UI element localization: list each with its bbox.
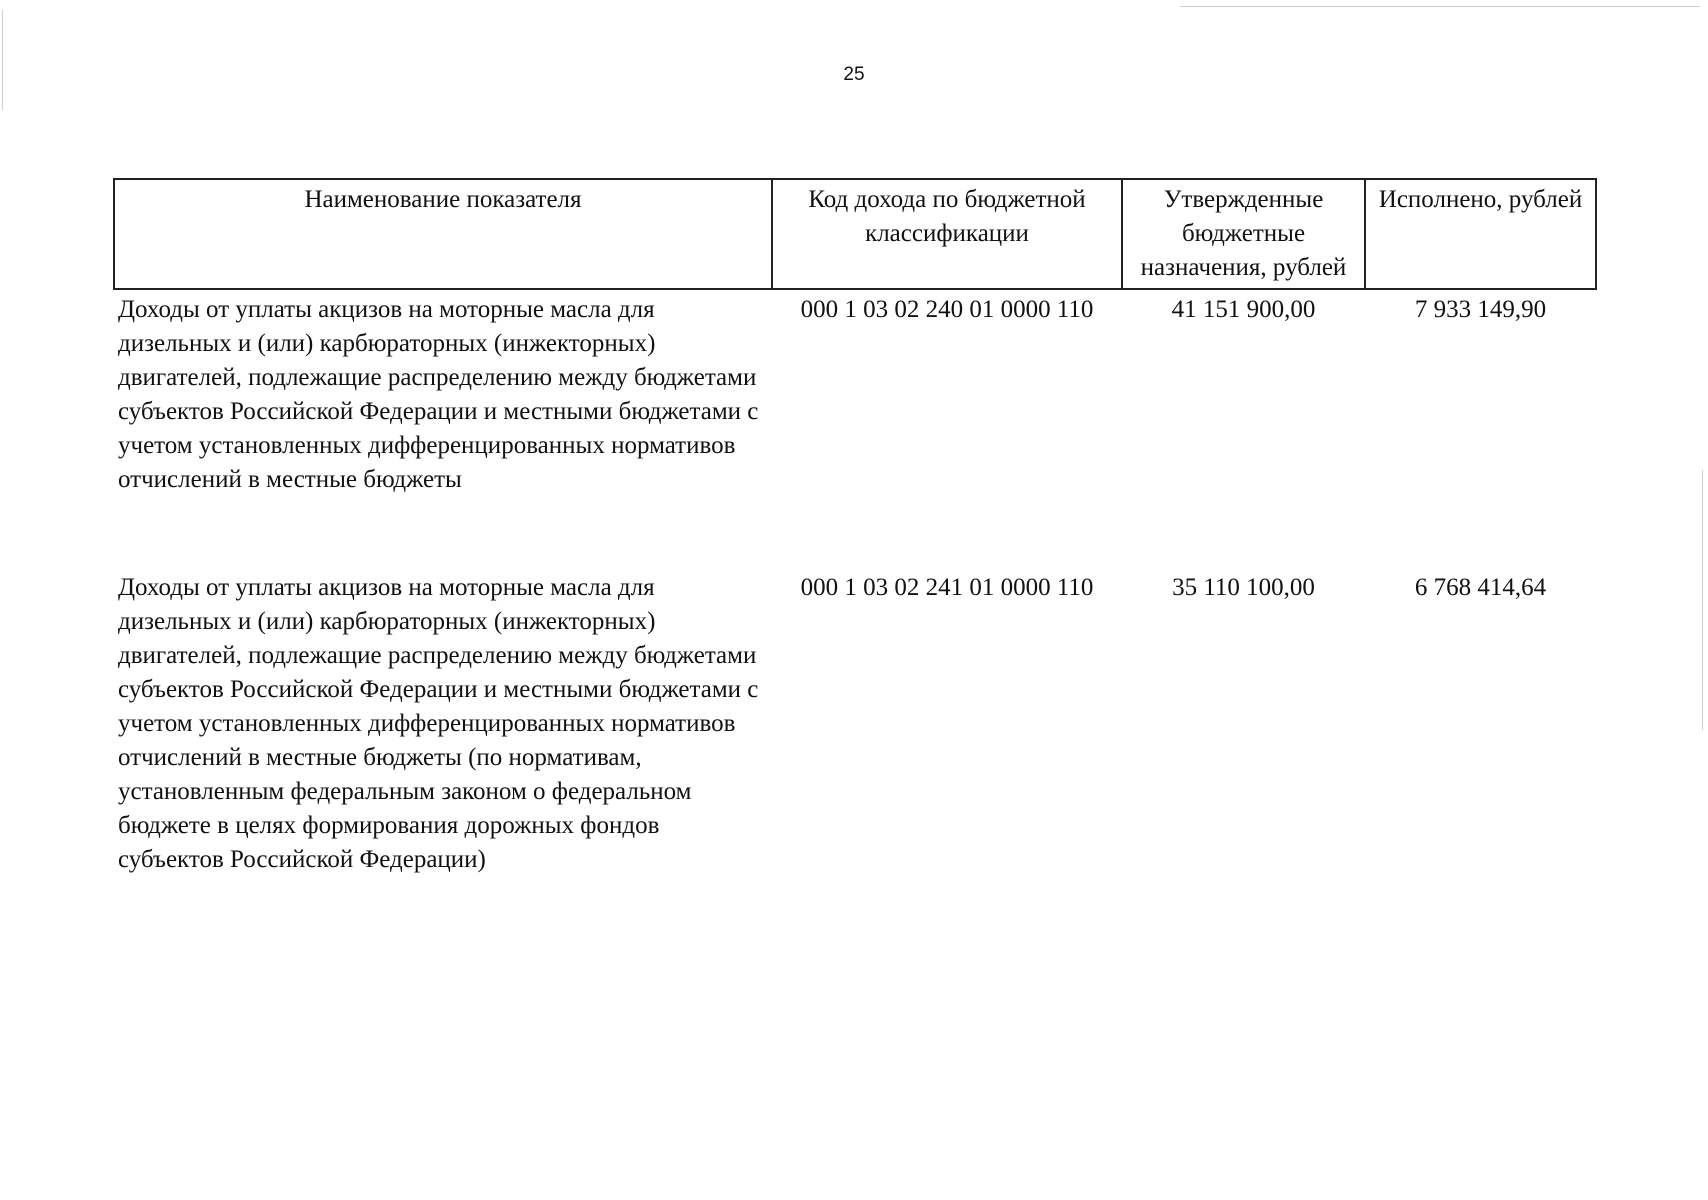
row-name: Доходы от уплаты акцизов на моторные масла для дизельных и (или) карбюраторных (инжекторных) двигателей, подлежащие распределению между бюджетами субъектов Российской Федерации и местными бюджетами с учетом установленных дифференцированных нормативов отчислений в местные бюджеты (по нормативам, установленным федеральным законом о федеральном бюджете в целях формирования дорожных фондов субъектов Российской Федерации) <box>118 574 759 873</box>
scan-edge-right <box>1702 470 1703 730</box>
row-executed: 7 933 149,90 <box>1414 296 1547 323</box>
table-header-row <box>114 179 1596 289</box>
scan-edge-top <box>1180 6 1700 7</box>
row-name: Доходы от уплаты акцизов на моторные масла для дизельных и (или) карбюраторных (инжекторных) двигателей, подлежащие распределению между бюджетами субъектов Российской Федерации и местными бюджетами с учетом установленных дифференцированных нормативов отчислений в местные бюджеты <box>118 296 759 493</box>
row-approved: 41 151 900,00 <box>1171 296 1316 323</box>
budget-table <box>113 178 1597 877</box>
header-name: Наименование показателя <box>114 179 772 289</box>
row-code: 000 1 03 02 240 01 0000 110 <box>800 296 1094 323</box>
header-executed: Исполнено, рублей <box>1365 179 1596 289</box>
row-executed: 6 768 414,64 <box>1414 574 1547 601</box>
header-approved: Утвержденные бюджетные назначения, рублей <box>1122 179 1365 289</box>
page-number: 25 <box>843 64 865 85</box>
row-approved: 35 110 100,00 <box>1172 574 1315 601</box>
table-row <box>114 289 1596 565</box>
scan-edge-left <box>2 10 3 110</box>
row-code: 000 1 03 02 241 01 0000 110 <box>800 574 1094 601</box>
header-code: Код дохода по бюджетной классификации <box>772 179 1122 289</box>
table-row <box>114 565 1596 877</box>
